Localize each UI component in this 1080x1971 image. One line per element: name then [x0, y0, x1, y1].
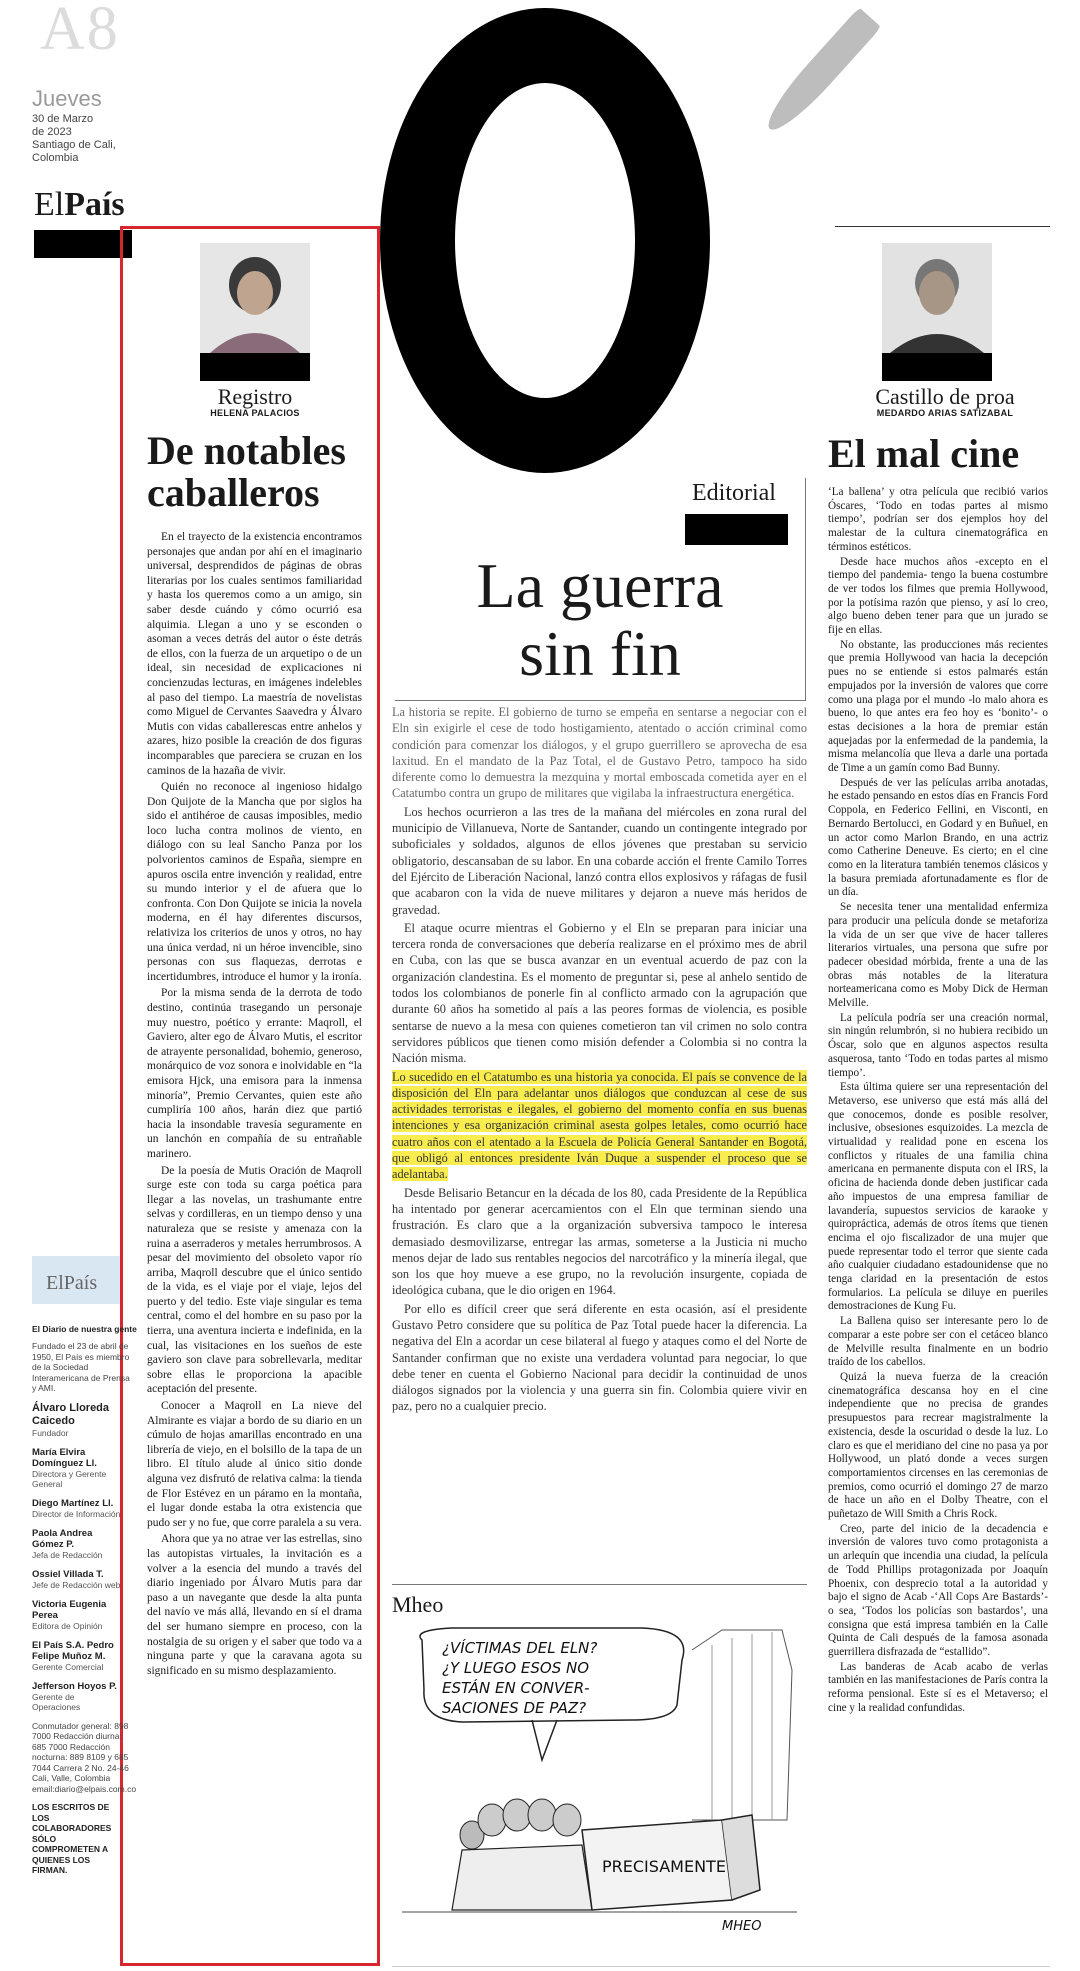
- section-label: Registro: [217, 384, 293, 409]
- paragraph: Se necesita tener una mentalidad enfermiza para producir una película donde se metaforiza la vida de un ser que vive de hacer talleres literarios virtuales, una persona que sufre por padecer obesidad mórbida, frente a una de las obras más notables de la literatura norteamericana como es Moby Dick de Herman Melville.: [828, 901, 1048, 1010]
- sidebar-contact: Conmutador general: 898 7000 Redacción diurna: 685 7000 Redacción nocturna: 889 8109 y 685 7044 Carrera 2 No. 24-46 Cali, Valle, Colombia email:diario@elpais.com.co: [32, 1720, 137, 1794]
- sidebar-founded: Fundado el 23 de abril de 1950, El País es miembro de la Sociedad Interamericana de Prensa y AMI.: [32, 1341, 130, 1393]
- staff-name: María Elvira Domínguez Ll.: [32, 1446, 97, 1469]
- paragraph: Esta última quiere ser una representación del Metaverso, ese universo que está más allá del que conocemos, donde es posible resolver, inclusive, obsesiones esquizoides. La mezcla de virtualidad y realidad pone en escena los conflictos y rituales de una familia china americana en permanente disputa con el IRS, la oficina de hacienda donde deben justificar cada año impuestos de una empresa familiar de lavandería, supuestos servicios de karaoke y quiropráctica, además de otros ítems que tienen encima el ojo fiscalizador de una mujer que puede representar todo el terror que siente cada año cualquier ciudadano estadounidense que no tenga claridad en la presentación de estos formularios. La película se diluye en pueriles demostraciones de Kung Fu.: [828, 1081, 1048, 1313]
- sidebar-tagline: El Diario de nuestra gente: [32, 1324, 137, 1334]
- photo-bar: [882, 353, 992, 381]
- staff-name: Victoria Eugenia Perea: [32, 1598, 107, 1621]
- paragraph: Quién no reconoce al ingenioso hidalgo Don Quijote de la Mancha que por siglos ha sido el antihéroe de causas imposibles, medio loco lucha contra molinos de viento, en diálogo con su leal Sancho Panza por los polvorientos caminos de España, siempre en apuros oscila entre invención y realidad, entre su mundo interior y el de afuera que lo confronta. Con Don Quijote se inicia la novela moderna, en él hay diferentes discursos, relativiza los criterios de unos y otros, no hay una única verdad, ni un héroe invencible, sino personas con sus flaquezas, derrotas e incertidumbres, introduce el humor y la ironía.: [147, 781, 362, 983]
- paragraph: La Ballena quiso ser interesante pero lo de comparar a este pobre ser con el cetáceo blanco de Melville resulta finalmente en un bodrio traído de los cabellos.: [828, 1315, 1048, 1369]
- date-line: 30 de Marzo: [32, 113, 94, 125]
- sidebar-info: [32, 1324, 137, 1876]
- staff-entry: [32, 1498, 122, 1519]
- bubble-line: ¿Y LUEGO ESOS NO: [442, 1659, 590, 1677]
- date-line: de 2023: [32, 126, 72, 138]
- cartoon-box-text: PRECISAMENTE: [602, 1857, 726, 1876]
- paragraph: La película podría ser una creación normal, sin ningún relumbrón, si no hubiera recibido un Óscar, solo que en algunos aspectos resulta asquerosa, tanto ‘Todo en todas partes al mismo tiempo’.: [828, 1011, 1048, 1079]
- bottom-rule: [392, 1966, 1050, 1967]
- title-line: sin fin: [519, 618, 681, 689]
- big-o-letter: [380, 8, 710, 473]
- paragraph: Conocer a Maqroll en La nieve del Almirante es viajar a bordo de su diario en un cúmulo de hojas amarillas encontrado en una librería de viejo, en el bolsillo de la tapa de un libro. El título alude al único sitio donde alguna vez disfrutó de relativa calma: la tienda de Flor Estévez en un páramo en la montaña, el lugar donde estaba la otra existencia que pudo ser y no fue, que corre paralela a su vera.: [147, 1400, 362, 1529]
- paragraph: Después de ver las películas arriba anotadas, he estado pensando en estos días en Francis Ford Coppola, en Federico Fellini, en Visconti, en Bernardo Bertolucci, en Godard y en Buñuel, en un actor como Marlon Brando, en una actriz como Catherine Deneuve. Es cierto; en el cine como en la literatura también tenemos clásicos y la basura premiada afortunadamente es flor de un día.: [828, 776, 1048, 899]
- paragraph: En el trayecto de la existencia encontramos personajes que andan por ahí en el imaginario universal, desprendidos de páginas de obras literarias por los cuales sentimos familiaridad y hasta los queremos como a un amigo, sin saber desde cuándo y cómo ocurrió esa alquimia. Llegan a uno y se esconden o asoman a veces detrás del autor o éste detrás de ellos, con la fuerza de un arquetipo o de un ideal, sin necesidad de explicaciones ni concienzudas lecturas, en imágenes indelebles al paso del tiempo. La maestría de novelistas como Miguel de Cervantes Saavedra y Álvaro Mutis con vidas caballerescas entre anhelos y azares, hizo posible la creación de dos figuras incomparables que pareciera se cruzan en los caminos de la hazaña de vivir.: [147, 531, 362, 777]
- staff-entry: [32, 1569, 122, 1590]
- staff-entry: [32, 1640, 122, 1672]
- staff-name: Ossiel Villada T.: [32, 1568, 104, 1580]
- staff-name: Álvaro Lloreda Caicedo: [32, 1401, 110, 1427]
- paragraph: Creo, parte del inicio de la decadencia e inversión de valores tuvo como protagonista a un arlequín que incendia una ciudad, la película de Todd Phillips protagonizada por Joaquín Phoenix, con desprecio total a la autoridad y bajo el signo de Acab -‘All Cops Are Bastards’- o sea, ‘Todos los policías son bastardos’, una consigna que está impresa también en la Calle Quinta de Cali después de la famosa asonada guerrillera disfrazada de “estallido”.: [828, 1522, 1048, 1659]
- paragraph: De la poesía de Mutis Oración de Maqroll surge este con toda su carga poética para llegar a las novelas, un trashumante entre selvas y cordilleras, en un tiempo denso y una naturaleza que se resiste y amenaza con la ruina a aserraderos y metales herrumbrosos. A pesar del movimiento del obsoleto vapor río arriba, Maqroll descubre que el único sentido de la vida, es el viaje por el viaje, lejos del puerto y del tedio. Este viaje singular es tema central, como el del hombre en su paso por la tierra, una aventura incierta e indefinida, en la cual, las visitaciones en los sueños de este gaviero son clave para sobrellevarla, meditar sobre ellas le proporciona la apacible aceptación del presente.: [147, 1164, 362, 1396]
- author-name: HELENA PALACIOS: [210, 408, 300, 418]
- paragraph: Desde Belisario Betancur en la década de los 80, cada Presidente de la República ha intentado por generar acercamientos con el Eln que terminan siendo una frustración. Es claro que a la organización subversiva tampoco le interesa demasiado desmovilizarse, entregar las armas, someterse a la Justicia ni mucho menos dejar de lado sus rentables negocios del narcotráfico y la minería ilegal, que son los que hoy mueve a ese grupo, no la revolución insurgente, copiada de ideológica cubana, que le dio origen en 1964.: [392, 1185, 807, 1298]
- logo-pais: País: [64, 186, 125, 223]
- staff-name: Diego Martínez Ll.: [32, 1497, 114, 1509]
- sidebar-disclaimer: LOS ESCRITOS DE LOS COLABORADORES SÓLO COMPROMETEN A QUIENES LOS FIRMAN.: [32, 1802, 112, 1875]
- paragraph: Los hechos ocurrieron a las tres de la mañana del miércoles en zona rural del municipio de Villanueva, Norte de Santander, cuando un contingente integrado por suboficiales y soldados, algunos de ellos jóvenes que prestaban su servicio obligatorio, descansaban de su labor. En una cobarde acción el frente Camilo Torres del Ejército de Liberación Nacional, lanzó contra ellos explosivos y ráfagas de fusil que acabaron con la vida de nueve militares y dejaron a nueve más heridos de gravedad.: [392, 804, 807, 917]
- editorial-title: [400, 552, 800, 688]
- photo-bar: [200, 353, 310, 381]
- logo-bar: [34, 230, 132, 258]
- paragraph: El ataque ocurre mientras el Gobierno y el Eln se preparan para iniciar una tercera ronda de conversaciones que debería realizarse en el próximo mes de abril en Cuba, con las que se busca avanzar en un eventual acuerdo de paz con la organización clandestina. Es el momento de preguntar si, pese al anhelo sentido de todos los colombianos de ponerle fin al conflicto armado con la agrupación que durante 60 años ha sometido al país a las peores formas de violencia, es posible sentarse de nuevo a la mesa con quienes cometieron tan vil crimen no solo contra servidores públicos que tienen como misión defender a Colombia si no contra la Nación misma.: [392, 920, 807, 1066]
- column-body: [147, 530, 362, 1680]
- cartoon-rule: [392, 1584, 807, 1585]
- staff-name: El País S.A. Pedro Felipe Muñoz M.: [32, 1639, 114, 1662]
- paragraph: Quizá la nueva fuerza de la creación cinematográfica descansa hoy en el cine independiente que no precisa de grandes presupuestos para recrear magistralmente la existencia, desde la oscuridad o desde la luz. Lo claro es que el meridiano del cine no pasa ya por Hollywood, un plató donde a veces surgen comportamientos circenses en las ceremonias de premios, como ocurrió el domingo 27 de marzo de hace un año en el Dolby Theatre, con el puñetazo de Will Smith a Chris Rock.: [828, 1371, 1048, 1521]
- staff-role: Jefa de Redacción: [32, 1549, 103, 1560]
- editorial-cartoon: [392, 1620, 807, 1935]
- page-number: A8: [40, 0, 120, 63]
- column-lead: ‘La ballena’ y otra película que recibió varios Óscares, ‘Todo en todas partes al mismo tiempo’, podrían ser dos ejemplos hoy del malestar de la cultura cinematográfica en términos estéticos.: [828, 486, 1048, 553]
- editorial-rule: [805, 478, 806, 700]
- newspaper-logo: [34, 186, 125, 224]
- staff-name: Jefferson Hoyos P.: [32, 1680, 117, 1692]
- cartoon-drawing-icon: [392, 1620, 807, 1935]
- staff-entry: [32, 1447, 122, 1489]
- column-title: El mal cine: [828, 431, 1020, 476]
- editorial-label: Editorial: [692, 480, 776, 506]
- author-photo: [882, 243, 992, 353]
- accent-mark: [759, 7, 882, 139]
- paragraph: Por ello es difícil creer que será diferente en esta ocasión, así el presidente Gustavo Petro considere que su política de Paz Total puede hacer la diferencia. La negativa del Eln a acordar un cese bilateral al fuego y ataques como el del Norte de Santander confirman que no existe una verdadera voluntad para negociar, lo que debe tener en cuenta el Gobierno Nacional para decidir la continuidad de unos diálogos signados por la violencia y una guerra sin fin. Colombia quiere vivir en paz, pero no a cualquier precio.: [392, 1301, 807, 1414]
- highlighted-paragraph: [392, 1069, 807, 1183]
- paragraph: Por la misma senda de la derrota de todo destino, continúa trasegando un personaje muy nuestro, poético y errante: Maqroll, el Gaviero, alter ego de Álvaro Mutis, el escritor de atrayente personalidad, bohemio, generoso, monárquico de voz sonora e inolvidable en “la emisora Hjck, una emisora para la inmensa minoría”, Premio Cervantes, quien este año cumpliría 100 años, harán diez que partió hacia la insondable travesía seguramente en un lanchón en compañía de su entrañable marinero.: [147, 987, 362, 1160]
- paragraph: Desde hace muchos años -excepto en el tiempo del pandemia- tengo la buena costumbre de ver todos los filmes que premia Hollywood, por la potísima razón que pienso, y así lo creo, algo bueno deben tener para que un jurado se fije en ellas.: [828, 555, 1048, 637]
- staff-role: Gerente Comercial: [32, 1661, 104, 1672]
- staff-name: Paola Andrea Gómez P.: [32, 1527, 93, 1550]
- paragraph: Ahora que ya no atrae ver las estrellas, sino las autopistas virtuales, la invitación es a volver a la esencia del mundo a través del diario ingeniado por Álvaro Mutis para dar paso a un navegante que desde la alta punta del navío ve más allá, llevando en sí el drama del ser humano siempre en proceso, con la nostalgia de su origen y el saber que todo va a ninguna parte y que la caravana agota su significado en su mismo desplazamiento.: [147, 1533, 362, 1677]
- staff-role: Jefe de Redacción web: [32, 1579, 121, 1590]
- logo-el: El: [34, 186, 65, 223]
- date-line: Colombia: [32, 152, 79, 164]
- right-column-rule: [835, 226, 1050, 227]
- date-block: [32, 113, 116, 165]
- staff-role: Fundador: [32, 1427, 69, 1438]
- author-portrait-icon: [200, 243, 310, 353]
- column-title: De notables caballeros: [147, 428, 346, 515]
- editorial-body: [392, 704, 807, 1417]
- date-line: Santiago de Cali,: [32, 139, 116, 151]
- bubble-line: ESTÁN EN CONVER-: [442, 1679, 590, 1697]
- author-name: MEDARDO ARIAS SATIZABAL: [876, 408, 1014, 418]
- bubble-line: SACIONES DE PAZ?: [442, 1699, 587, 1717]
- bubble-line: ¿VÍCTIMAS DEL ELN?: [442, 1639, 598, 1657]
- staff-role: Gerente de Operaciones: [32, 1691, 81, 1712]
- editorial-rule: [395, 700, 806, 701]
- author-photo: [200, 243, 310, 353]
- staff-entry: [32, 1402, 122, 1438]
- day-label: Jueves: [32, 86, 102, 111]
- column-body: [828, 486, 1048, 1717]
- title-line: La guerra: [476, 550, 724, 621]
- paragraph: Las banderas de Acab acabo de verlas también en las manifestaciones de París contra la reforma pensional. Este sí es el Metaverso; el cine y la realidad confundidas.: [828, 1660, 1048, 1714]
- section-label: Castillo de proa: [875, 384, 1015, 409]
- staff-entry: [32, 1528, 122, 1560]
- staff-role: Directora y Gerente General: [32, 1468, 107, 1489]
- staff-entry: [32, 1599, 122, 1631]
- staff-role: Director de Información: [32, 1508, 121, 1519]
- sidebar-logo: ElPaís: [46, 1272, 98, 1294]
- staff-role: Editora de Opinión: [32, 1620, 103, 1631]
- cartoon-signature: MHEO: [722, 1919, 762, 1934]
- editorial-lead: La historia se repite. El gobierno de turno se empeña en sentarse a negociar con el Eln sin exigirle el cese de todo hostigamiento, atentado o acción criminal como condición para comenzar los diálogos, y el grupo guerrillero se aprovecha de esa laxitud. En el mandato de la Paz Total, el de Gustavo Petro, tampoco ha sido diferente como lo demuestra la mezquina y mortal emboscada cometida ayer en el Catatumbo contra un grupo de militares que vigilaba la infraestructura energética.: [392, 705, 807, 801]
- staff-entry: [32, 1681, 122, 1712]
- highlight: Lo sucedido en el Catatumbo es una historia ya conocida. El país se convence de la disposición del Eln para adelantar unos diálogos que conduzcan al cese de sus actividades terroristas e ilegales, el gobierno del momento confía en sus buenas intenciones y esa organización criminal asesta golpes letales, como ocurrió hace cuatro años con el atentado a la Escuela de Policía General Santander en Bogotá, que obligó al entonces presidente Iván Duque a suspender el proceso que se adelantaba.: [392, 1069, 807, 1182]
- cartoon-label: Mheo: [392, 1592, 444, 1617]
- author-portrait-icon: [882, 243, 992, 353]
- paragraph: No obstante, las producciones más recientes que premia Hollywood van hacia la decepción pues no se entiende si estos palmarés están empujados por la inversión de valores que corre como una plaga por el mundo -lo malo ahora es bueno, lo que antes era feo hoy es ‘bonito’- o estas decisiones a la hora de premiar están aquejadas por la enfermedad de la pandemia, la misma melancolía que lleva a darle una portada de Time a un gamín como Bad Bunny.: [828, 638, 1048, 775]
- editorial-bar: [685, 514, 788, 545]
